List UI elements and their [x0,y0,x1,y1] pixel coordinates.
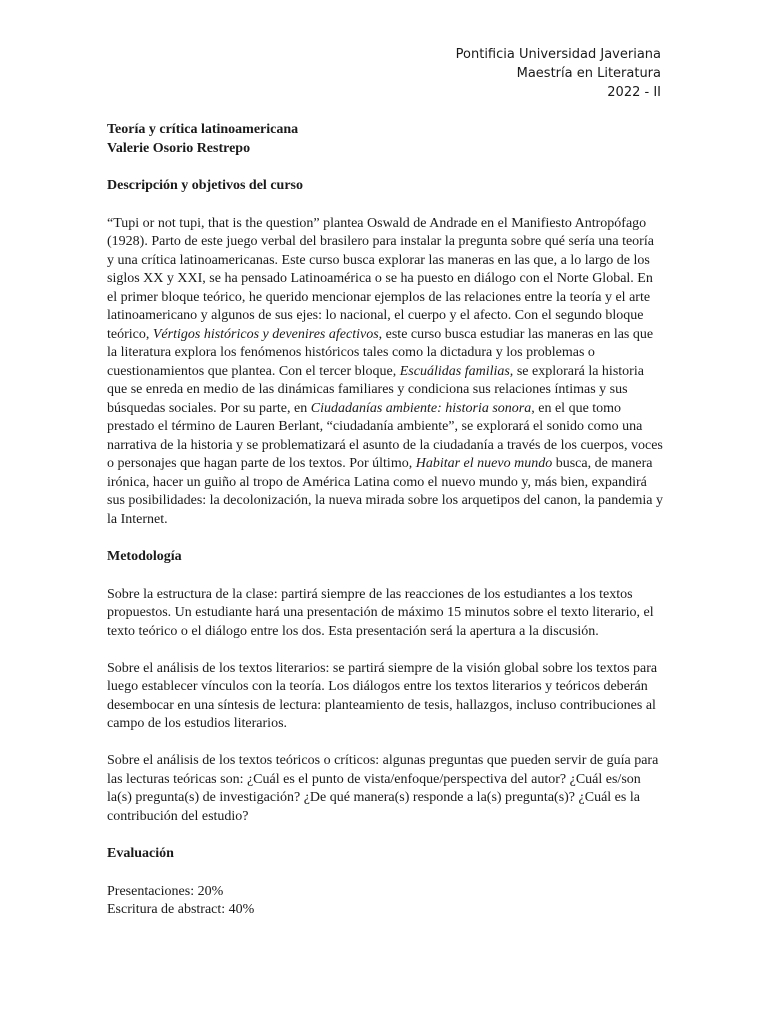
evaluation-item: Presentaciones: 20% [107,883,224,899]
academic-term: 2022 - II [607,85,661,100]
evaluation-item: Escritura de abstract: 40% [107,902,255,917]
description-text-4: , en el que tomo prestado el término de Lauren Berlant, “ciudadanía ambiente”, se explorará el sonido como una narrativa de la historia y se problematizará el asunto de la ciudadanía a través de los cuerpos, voces o personajes que hagan parte de los textos. Por último, [107,400,663,471]
block-title-habitar: Habitar el nuevo mundo [415,456,553,471]
description-text-2: , este curso busca estudiar las maneras en las que la literatura explora los fenómenos históricos tales como la dictadura y los problemas o cuestionamientos que plantea. Con el tercer bloque, [107,326,654,379]
evaluation-list [107,883,663,920]
methodology-paragraph-3: Sobre el análisis de los textos teóricos o críticos: algunas preguntas que pueden servir de guía para las lecturas teóricas son: ¿Cuál es el punto de vista/enfoque/perspectiva del autor? ¿Cuál es/son la(s) pregunta(s) de investigación? ¿De qué manera(s) responde a la(s) pregunta(s)? ¿Cuál es la contribución del estudio? [107,753,659,824]
methodology-paragraph-2: Sobre el análisis de los textos literarios: se partirá siempre de la visión global sobre los textos para luego establecer vínculos con la teoría. Los diálogos entre los textos literarios y teóricos deberán desembocar en una síntesis de lectura: planteamiento de tesis, hallazgos, incluso contribuciones al campo de los estudios literarios. [107,660,658,731]
description-text-1: “Tupi or not tupi, that is the question” plantea Oswald de Andrade en el Manifiesto Antropófago (1928). Parto de este juego verbal del brasilero para instalar la pregunta sobre qué sería una teoría y una crítica latinoamericanas. Este curso busca explorar las maneras en las que, a lo largo de los siglos XX y XXI, se ha pensado Latinoamérica o se ha puesto en diálogo con el Norte Global. En el primer bloque teórico, he querido mencionar ejemplos de las relaciones entre la teoría y el arte latinoamericano y algunos de sus ejes: lo nacional, el cuerpo y el afecto. Con el segundo bloque teórico, [107,215,654,342]
university-name: Pontificia Universidad Javeriana [455,47,661,62]
instructor-name: Valerie Osorio Restrepo [107,140,251,156]
description-heading: Descripción y objetivos del curso [107,178,303,193]
program-name: Maestría en Literatura [516,66,661,81]
course-info [107,121,663,158]
evaluation-heading: Evaluación [107,846,174,861]
description-paragraph [107,215,663,530]
methodology-heading: Metodología [107,549,182,564]
block-title-vertigos: Vértigos históricos y devenires afectivos [152,326,379,342]
description-text-3: se explorará la historia que se enreda en medio de las dinámicas familiares y condiciona sus relaciones íntimas y sus búsquedas sociales. Por su parte, en [107,363,644,416]
document-body [107,121,663,920]
block-title-escualidas: Escuálidas familias, [399,363,514,379]
description-text-5: busca, de manera irónica, hacer un guiño al tropo de América Latina como el nuevo mundo y, más bien, expandirá sus posibilidades: la decolonización, la nueva mirada sobre los arquetipos del canon, la pandemia y la Internet. [107,456,663,527]
course-title: Teoría y crítica latinoamericana [107,122,299,137]
document-header [456,45,661,102]
block-title-ciudadanias: Ciudadanías ambiente: historia sonora [310,400,532,416]
methodology-paragraph-1: Sobre la estructura de la clase: partirá siempre de las reacciones de los estudiantes a los textos propuestos. Un estudiante hará una presentación de máximo 15 minutos sobre el texto literario, el texto teórico o el diálogo entre los dos. Esta presentación será la apertura a la discusión. [107,586,654,639]
